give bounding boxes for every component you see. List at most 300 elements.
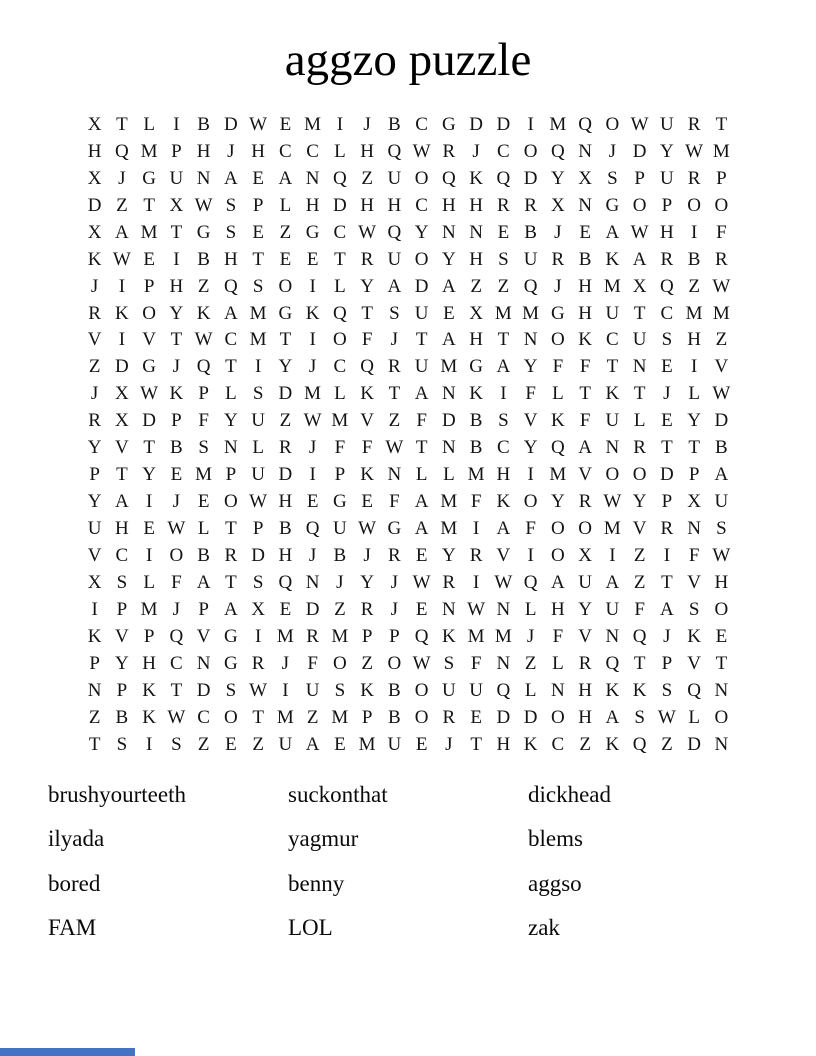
grid-letter: O [605,464,620,486]
grid-letter: H [196,140,211,162]
grid-letter: Z [633,571,646,593]
grid-letter: F [552,356,564,378]
grid-letter: L [688,383,700,405]
grid-letter: U [414,302,429,324]
grid-letter: I [690,221,698,243]
grid-letter: R [660,518,674,540]
grid-letter: W [194,194,213,216]
grid-letter: K [360,679,374,701]
grid-letter: J [608,140,617,162]
grid-letter: U [251,410,265,432]
grid-letter: F [579,410,591,432]
grid-letter: Q [333,302,347,324]
grid-letter: J [363,544,371,566]
grid-letter: P [252,518,264,540]
grid-letter: D [142,410,156,432]
grid-letter: Y [224,410,238,432]
grid-letter: H [278,491,293,513]
puzzle-title: aggzo puzzle [284,34,532,86]
grid-letter: H [115,518,129,540]
grid-letter: W [385,437,404,459]
grid-letter: B [524,221,537,243]
grid-letter: Q [578,113,592,135]
grid-letter: U [578,571,592,593]
grid-letter: Q [333,167,347,189]
word-search-grid [81,111,735,758]
word-list [48,781,768,959]
grid-letter: Y [551,491,565,513]
grid-letter: W [657,706,676,728]
grid-letter: C [224,329,238,351]
grid-letter: P [116,679,128,701]
grid-letter: P [89,464,100,486]
grid-letter: M [331,410,349,432]
grid-letter: J [308,356,317,378]
word-list-item: aggso [528,870,582,896]
grid-letter: F [525,518,536,540]
grid-letter: Y [442,544,456,566]
word-list-item: yagmur [288,826,359,852]
grid-letter: Y [442,248,456,270]
grid-letter: E [361,491,373,513]
grid-letter: G [142,167,156,189]
grid-letter: K [496,491,511,513]
grid-letter: Q [632,625,647,647]
grid-letter: F [716,221,727,243]
grid-letter: F [634,598,645,620]
grid-letter: A [605,706,620,728]
grid-letter: X [115,410,129,432]
grid-letter: Y [360,275,374,297]
grid-letter: D [224,113,238,135]
grid-letter: F [579,356,591,378]
grid-letter: T [170,679,183,701]
grid-letter: Y [142,464,156,486]
grid-letter: D [523,167,538,189]
grid-letter: H [360,194,374,216]
grid-letter: D [523,706,538,728]
grid-letter: T [170,221,183,243]
grid-letter: M [304,383,322,405]
grid-letter: F [361,437,373,459]
grid-letter: M [603,275,621,297]
grid-letter: W [358,221,377,243]
grid-letter: A [224,302,238,324]
grid-letter: V [87,544,102,566]
grid-letter: L [143,571,155,593]
grid-letter: T [361,302,373,324]
grid-letter: N [687,518,701,540]
grid-letter: T [143,437,155,459]
grid-letter: M [712,140,730,162]
grid-letter: V [578,625,592,647]
grid-letter: K [687,625,701,647]
grid-letter: T [388,383,401,405]
grid-letter: A [442,275,456,297]
grid-letter: J [554,275,562,297]
grid-letter: Z [361,167,373,189]
grid-letter: A [496,356,511,378]
grid-letter: I [309,329,316,351]
grid-letter: L [334,140,346,162]
grid-letter: H [469,329,483,351]
grid-letter: E [252,221,264,243]
grid-letter: N [714,733,729,755]
grid-letter: H [469,194,483,216]
grid-letter: J [227,140,235,162]
grid-letter: Q [660,275,674,297]
grid-letter: W [249,679,268,701]
grid-letter: C [551,733,565,755]
grid-letter: G [224,652,238,674]
grid-letter: J [390,598,399,620]
grid-letter: B [333,544,347,566]
grid-letter: Z [197,275,210,297]
grid-letter: A [605,571,620,593]
grid-letter: J [526,625,535,647]
grid-letter: Y [278,356,293,378]
grid-letter: S [716,518,727,540]
grid-letter: D [251,544,265,566]
grid-letter: D [305,598,320,620]
grid-letter: S [661,329,673,351]
grid-letter: B [388,679,401,701]
grid-letter: S [498,248,509,270]
grid-letter: O [632,194,647,216]
grid-letter: V [87,329,102,351]
grid-letter: C [497,140,510,162]
grid-letter: V [115,625,129,647]
grid-letter: V [115,437,129,459]
grid-letter: K [87,625,102,647]
grid-letter: S [634,706,645,728]
grid-letter: O [551,706,565,728]
grid-letter: I [609,544,616,566]
grid-letter: E [279,598,292,620]
grid-letter: N [442,598,456,620]
grid-letter: N [196,652,211,674]
grid-letter: A [414,491,429,513]
grid-letter: J [172,356,181,378]
grid-letter: R [578,652,592,674]
grid-letter: W [140,383,159,405]
grid-letter: O [224,491,238,513]
grid-letter: D [496,113,511,135]
grid-letter: M [440,356,458,378]
grid-letter: I [500,383,507,405]
grid-letter: V [687,652,701,674]
grid-letter: J [663,625,671,647]
grid-letter: M [549,113,567,135]
grid-letter: H [578,679,592,701]
grid-letter: C [170,652,183,674]
grid-letter: U [278,733,293,755]
grid-letter: O [551,518,565,540]
grid-letter: B [279,518,292,540]
grid-letter: U [387,248,402,270]
grid-letter: J [172,598,181,620]
word-list-item: bored [48,870,101,896]
grid-letter: O [169,544,184,566]
grid-letter: L [334,275,346,297]
grid-letter: M [249,302,267,324]
grid-letter: C [279,140,292,162]
grid-letter: U [251,464,265,486]
grid-letter: E [143,248,155,270]
grid-letter: K [360,383,374,405]
grid-letter: M [467,464,485,486]
grid-letter: J [363,113,371,135]
grid-letter: L [279,194,292,216]
grid-letter: O [278,275,293,297]
grid-letter: R [551,248,565,270]
grid-letter: J [308,544,317,566]
grid-letter: G [605,194,620,216]
grid-letter: H [224,248,238,270]
grid-letter: J [663,383,671,405]
grid-letter: R [88,302,101,324]
grid-letter: P [143,275,155,297]
grid-letter: E [715,625,728,647]
grid-letter: P [252,194,264,216]
grid-letter: K [632,679,647,701]
grid-letter: Y [578,598,592,620]
grid-letter: R [251,652,265,674]
grid-letter: Q [360,356,374,378]
grid-letter: W [303,410,322,432]
grid-letter: V [714,356,729,378]
grid-letter: Z [88,356,101,378]
grid-letter: J [390,329,399,351]
grid-letter: W [412,652,431,674]
grid-letter: M [140,221,158,243]
grid-letter: T [334,248,346,270]
grid-letter: A [387,275,402,297]
grid-letter: P [661,491,673,513]
grid-letter: J [281,652,290,674]
grid-letter: K [605,248,620,270]
grid-letter: Z [252,733,264,755]
grid-letter: F [470,491,482,513]
grid-letter: Q [278,571,293,593]
grid-letter: I [173,113,180,135]
grid-letter: Q [224,275,238,297]
grid-letter: K [605,383,620,405]
word-list-item: zak [528,915,560,941]
grid-letter: U [605,598,620,620]
grid-letter: M [494,302,512,324]
grid-letter: F [171,571,182,593]
grid-letter: Z [688,275,700,297]
grid-letter: O [687,194,701,216]
grid-letter: I [527,113,534,135]
grid-letter: H [551,598,565,620]
grid-letter: U [169,167,184,189]
grid-letter: T [252,706,264,728]
grid-letter: D [687,733,701,755]
grid-letter: D [414,275,429,297]
grid-letter: E [415,598,428,620]
grid-letter: Q [414,625,429,647]
grid-letter: I [254,625,262,647]
grid-letter: M [440,491,458,513]
grid-letter: P [225,464,237,486]
grid-letter: N [551,679,565,701]
grid-letter: Z [715,329,728,351]
grid-letter: M [304,113,322,135]
grid-letter: R [360,248,374,270]
grid-letter: V [578,464,592,486]
grid-letter: M [140,598,158,620]
grid-letter: O [551,329,565,351]
grid-letter: T [116,113,128,135]
grid-letter: S [607,167,618,189]
grid-letter: R [388,356,401,378]
grid-letter: S [688,598,700,620]
grid-letter: C [115,544,129,566]
grid-letter: J [118,167,126,189]
grid-letter: A [578,437,592,459]
grid-letter: B [197,113,210,135]
grid-letter: V [523,410,538,432]
grid-letter: Y [687,410,701,432]
grid-letter: J [90,275,99,297]
grid-letter: K [605,679,620,701]
grid-letter: P [389,625,400,647]
grid-letter: U [414,356,429,378]
grid-letter: Z [497,275,510,297]
grid-letter: T [170,329,183,351]
grid-letter: A [660,598,674,620]
grid-letter: F [307,652,318,674]
grid-letter: J [90,383,99,405]
grid-letter: N [523,329,538,351]
grid-letter: S [225,194,237,216]
grid-letter: V [632,518,647,540]
grid-letter: J [172,491,181,513]
grid-letter: X [551,194,565,216]
grid-letter: W [712,544,731,566]
grid-letter: K [360,464,374,486]
grid-letter: T [88,733,101,755]
grid-letter: D [333,194,347,216]
grid-letter: O [333,652,347,674]
grid-letter: I [254,356,262,378]
grid-letter: X [115,383,129,405]
grid-letter: H [687,329,701,351]
grid-letter: C [660,302,674,324]
grid-letter: E [579,221,591,243]
word-list-item: benny [288,870,345,896]
grid-letter: O [414,679,429,701]
grid-letter: P [116,598,128,620]
grid-letter: Q [196,356,211,378]
grid-letter: A [115,491,129,513]
grid-letter: A [224,598,238,620]
grid-letter: M [331,625,349,647]
grid-letter: Q [551,437,565,459]
grid-letter: Q [387,140,402,162]
grid-letter: E [334,733,346,755]
grid-letter: Z [661,733,673,755]
grid-letter: W [712,383,731,405]
grid-letter: A [632,248,647,270]
grid-letter: G [551,302,565,324]
grid-letter: S [661,679,673,701]
grid-letter: Z [279,410,292,432]
grid-letter: W [494,571,513,593]
grid-letter: B [388,706,401,728]
grid-letter: K [578,329,592,351]
grid-letter: N [305,571,320,593]
grid-letter: N [605,437,620,459]
grid-letter: S [252,383,264,405]
grid-letter: Y [523,437,538,459]
grid-letter: T [415,437,428,459]
grid-letter: L [552,652,564,674]
grid-letter: F [334,437,346,459]
grid-letter: A [196,571,211,593]
grid-letter: W [467,598,486,620]
grid-letter: D [278,464,293,486]
grid-letter: S [443,652,455,674]
grid-letter: U [605,302,620,324]
grid-letter: C [606,329,619,351]
grid-letter: E [443,302,455,324]
grid-letter: T [470,733,482,755]
grid-letter: J [554,221,562,243]
grid-letter: I [336,113,344,135]
grid-letter: E [470,706,482,728]
grid-letter: M [249,329,267,351]
grid-letter: I [145,491,153,513]
grid-letter: U [333,518,347,540]
grid-letter: D [278,383,293,405]
grid-letter: Z [361,652,373,674]
grid-letter: Z [633,544,646,566]
grid-letter: O [414,248,429,270]
grid-letter: O [605,113,620,135]
grid-letter: Z [306,706,319,728]
grid-letter: N [87,679,102,701]
grid-letter: L [524,679,537,701]
grid-letter: B [469,410,483,432]
grid-letter: O [224,706,238,728]
grid-letter: H [87,140,102,162]
grid-letter: Y [632,491,647,513]
grid-letter: Z [197,733,210,755]
grid-letter: K [605,733,620,755]
grid-letter: W [630,221,649,243]
grid-letter: E [415,544,428,566]
grid-letter: D [660,464,674,486]
grid-letter: R [469,544,483,566]
grid-letter: K [142,679,156,701]
grid-letter: J [472,140,480,162]
grid-letter: L [443,464,455,486]
grid-letter: N [387,464,402,486]
grid-letter: A [414,518,429,540]
grid-letter: T [715,652,728,674]
grid-letter: Y [523,356,538,378]
grid-letter: U [632,329,647,351]
grid-letter: A [496,518,511,540]
grid-letter: C [197,706,210,728]
grid-letter: I [91,598,98,620]
grid-letter: R [687,113,701,135]
grid-letter: F [525,383,536,405]
grid-letter: E [279,113,292,135]
